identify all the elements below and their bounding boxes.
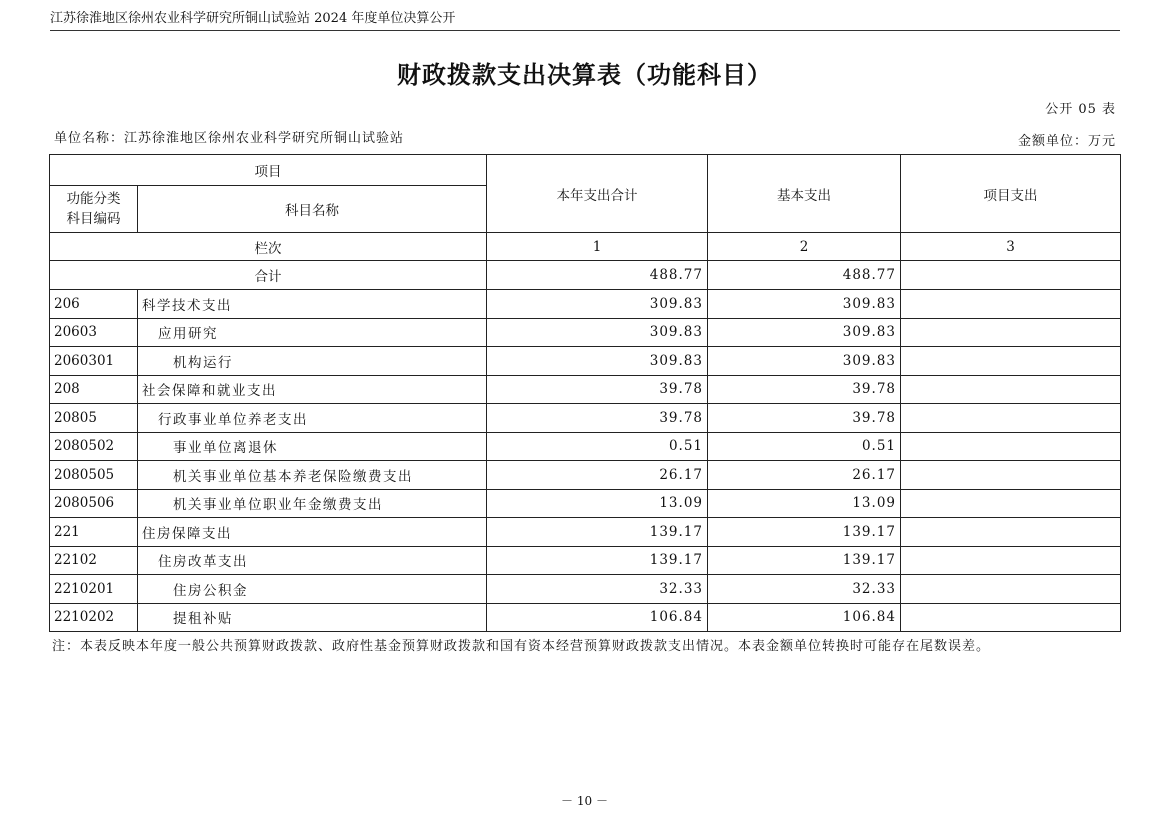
row-code: 2080502 <box>50 432 138 461</box>
row-name: 住房改革支出 <box>138 546 487 575</box>
page-title: 财政拨款支出决算表（功能科目） <box>397 60 772 89</box>
row-code: 208 <box>50 375 138 404</box>
row-code: 20603 <box>50 318 138 347</box>
amount-unit: 金额单位：万元 <box>1017 134 1116 149</box>
header-code-line1: 功能分类 <box>66 191 121 207</box>
row-total: 309.83 <box>487 347 708 376</box>
header-code <box>50 186 138 233</box>
table-row <box>50 375 1121 404</box>
table-row <box>50 404 1121 433</box>
row-name: 科学技术支出 <box>138 290 487 319</box>
row-project <box>901 404 1121 433</box>
row-code: 2210202 <box>50 603 138 632</box>
header-name: 科目名称 <box>138 186 487 233</box>
table-row <box>50 518 1121 547</box>
header-total: 本年支出合计 <box>487 155 708 233</box>
index-2: 2 <box>708 233 901 261</box>
table-row <box>50 603 1121 632</box>
row-code: 2080505 <box>50 461 138 490</box>
row-total: 106.84 <box>487 603 708 632</box>
table-row <box>50 290 1121 319</box>
table-row <box>50 461 1121 490</box>
form-number: 公开 05 表 <box>1045 102 1116 117</box>
row-code: 22102 <box>50 546 138 575</box>
header-code-line2: 科目编码 <box>66 211 121 227</box>
row-project <box>901 347 1121 376</box>
row-total: 32.33 <box>487 575 708 604</box>
row-basic: 0.51 <box>708 432 901 461</box>
row-total: 139.17 <box>487 518 708 547</box>
expenditure-table <box>49 154 1121 632</box>
row-name: 机关事业单位基本养老保险缴费支出 <box>138 461 487 490</box>
page-number: － 10 － <box>561 794 608 808</box>
header-project: 项目 <box>50 155 487 186</box>
table-row <box>50 318 1121 347</box>
table-row <box>50 432 1121 461</box>
row-project <box>901 603 1121 632</box>
row-name: 事业单位离退休 <box>138 432 487 461</box>
table-row <box>50 489 1121 518</box>
row-total: 39.78 <box>487 375 708 404</box>
running-header: 江苏徐淮地区徐州农业科学研究所铜山试验站 2024 年度单位决算公开 <box>50 10 1120 31</box>
index-label: 栏次 <box>50 233 487 261</box>
sum-row <box>50 261 1121 290</box>
row-project <box>901 290 1121 319</box>
row-basic: 139.17 <box>708 518 901 547</box>
sum-basic: 488.77 <box>708 261 901 290</box>
row-total: 39.78 <box>487 404 708 433</box>
table-row <box>50 546 1121 575</box>
row-project <box>901 318 1121 347</box>
row-project <box>901 575 1121 604</box>
row-basic: 13.09 <box>708 489 901 518</box>
row-basic: 39.78 <box>708 404 901 433</box>
row-name: 行政事业单位养老支出 <box>138 404 487 433</box>
table-row <box>50 575 1121 604</box>
index-row <box>50 233 1121 261</box>
row-code: 2210201 <box>50 575 138 604</box>
row-total: 0.51 <box>487 432 708 461</box>
row-basic: 309.83 <box>708 290 901 319</box>
row-code: 206 <box>50 290 138 319</box>
row-name: 住房公积金 <box>138 575 487 604</box>
sum-label: 合计 <box>50 261 487 290</box>
row-total: 13.09 <box>487 489 708 518</box>
row-project <box>901 461 1121 490</box>
index-1: 1 <box>487 233 708 261</box>
sum-project <box>901 261 1121 290</box>
row-name: 机构运行 <box>138 347 487 376</box>
header-project-expenditure: 项目支出 <box>901 155 1121 233</box>
row-project <box>901 546 1121 575</box>
row-basic: 39.78 <box>708 375 901 404</box>
row-code: 20805 <box>50 404 138 433</box>
row-basic: 139.17 <box>708 546 901 575</box>
header-basic: 基本支出 <box>708 155 901 233</box>
index-3: 3 <box>901 233 1121 261</box>
row-name: 机关事业单位职业年金缴费支出 <box>138 489 487 518</box>
row-total: 139.17 <box>487 546 708 575</box>
row-name: 社会保障和就业支出 <box>138 375 487 404</box>
row-name: 提租补贴 <box>138 603 487 632</box>
row-name: 住房保障支出 <box>138 518 487 547</box>
row-basic: 309.83 <box>708 347 901 376</box>
row-total: 309.83 <box>487 290 708 319</box>
row-project <box>901 489 1121 518</box>
row-total: 26.17 <box>487 461 708 490</box>
row-basic: 106.84 <box>708 603 901 632</box>
unit-name: 单位名称：江苏徐淮地区徐州农业科学研究所铜山试验站 <box>54 131 405 146</box>
row-basic: 309.83 <box>708 318 901 347</box>
row-code: 221 <box>50 518 138 547</box>
row-project <box>901 518 1121 547</box>
footnote: 注：本表反映本年度一般公共预算财政拨款、政府性基金预算财政拨款和国有资本经营预算财政拨款支出情况。本表金额单位转换时可能存在尾数误差。 <box>52 639 991 654</box>
row-name: 应用研究 <box>138 318 487 347</box>
sum-total: 488.77 <box>487 261 708 290</box>
row-basic: 26.17 <box>708 461 901 490</box>
row-code: 2080506 <box>50 489 138 518</box>
row-total: 309.83 <box>487 318 708 347</box>
row-project <box>901 432 1121 461</box>
row-code: 2060301 <box>50 347 138 376</box>
row-basic: 32.33 <box>708 575 901 604</box>
header-row-project <box>50 155 1121 186</box>
table-row <box>50 347 1121 376</box>
row-project <box>901 375 1121 404</box>
